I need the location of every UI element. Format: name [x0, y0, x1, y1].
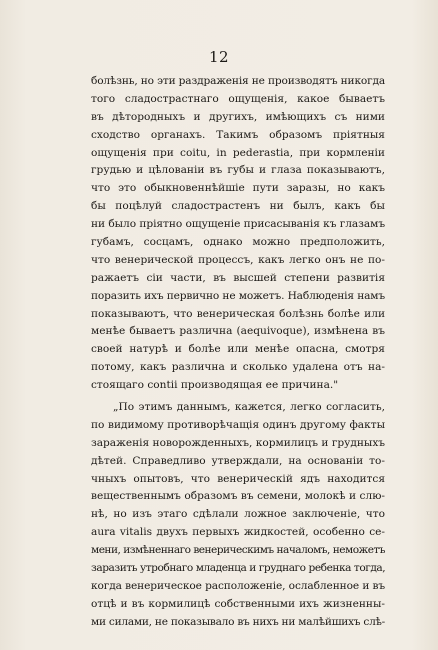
text-line: грудью и цѣлованіи въ губы и глаза показываютъ,: [91, 164, 385, 177]
text-line: губамъ, сосцамъ, однако можно предположить,: [91, 236, 385, 249]
text-line: нѣ, но изъ этаго сдѣлали ложное заключеніе, что: [91, 508, 385, 521]
text-line: въ дѣтородныхъ и другихъ, имѣющихъ съ ними: [91, 110, 385, 123]
text-line: ражаетъ сіи части, въ высшей степени развитія: [91, 271, 385, 284]
text-line: того сладострастнаго ощущенія, какое бываетъ: [91, 92, 385, 105]
text-line: „По этимъ даннымъ, кажется, легко согласить,: [113, 401, 385, 414]
body-text: [91, 73, 385, 632]
text-line: ни было пріятно ощущеніе присасыванія къ глазамъ: [91, 218, 385, 231]
text-line: потому, какъ различна и сколько удалена отъ на-: [91, 361, 385, 374]
text-line: бы поцѣлуй сладострастенъ ни былъ, какъ бы: [91, 200, 385, 213]
text-line: менѣе бываетъ различна (aequivoque), измѣнена въ: [91, 325, 385, 338]
paragraph-2: [91, 399, 385, 632]
text-line: чныхъ опытовъ, что венерическій ядъ находится: [91, 472, 385, 485]
paragraph-1: [91, 73, 385, 395]
text-line: заразить утробнаго младенца и груднаго ребенка тогда,: [91, 562, 386, 575]
text-line: ощущенія при coitu, in pederastia, при кормленіи: [91, 146, 385, 159]
text-line: что венерической процессъ, какъ легко онъ не по-: [91, 253, 385, 266]
text-line: мени, измѣненнаго венерическимъ началомъ, неможетъ: [91, 544, 385, 557]
page-number: 12: [208, 48, 230, 66]
text-line: что это обыкновеннѣйшіе пути заразы, но какъ: [91, 182, 385, 195]
text-line: дѣтей. Справедливо утверждали, на основаніи то-: [91, 454, 385, 467]
text-line: сходство органахъ. Такимъ образомъ пріятныя: [91, 128, 385, 141]
text-line: зараженія новорожденныхъ, кормилицъ и грудныхъ: [91, 436, 385, 449]
text-line: по видимому противорѣчащія одинъ другому факты: [91, 418, 385, 431]
text-line: ми силами, не показывало въ нихъ ни малѣйшихъ слѣ-: [91, 615, 385, 628]
text-line: поразить ихъ первично не можетъ. Наблюденія намъ: [91, 289, 385, 302]
text-line: своей натурѣ и болѣе или менѣе опасна, смотря: [91, 343, 385, 356]
text-line: отцѣ и въ кормилицѣ собственными ихъ жизненны-: [91, 597, 385, 610]
text-line: стоящаго contii производящая ее причина.": [91, 379, 339, 392]
text-line: вещественнымъ образомъ въ семени, молокѣ и слю-: [91, 490, 385, 503]
text-line: когда венерическое расположеніе, ослабленное и въ: [91, 579, 386, 592]
text-line: aura vitalis двухъ первыхъ жидкостей, особенно се-: [91, 526, 385, 539]
text-line: болѣзнь, но эти раздраженія не производятъ никогда: [91, 75, 386, 87]
text-line: показываютъ, что венерическая болѣзнь болѣе или: [91, 307, 385, 320]
